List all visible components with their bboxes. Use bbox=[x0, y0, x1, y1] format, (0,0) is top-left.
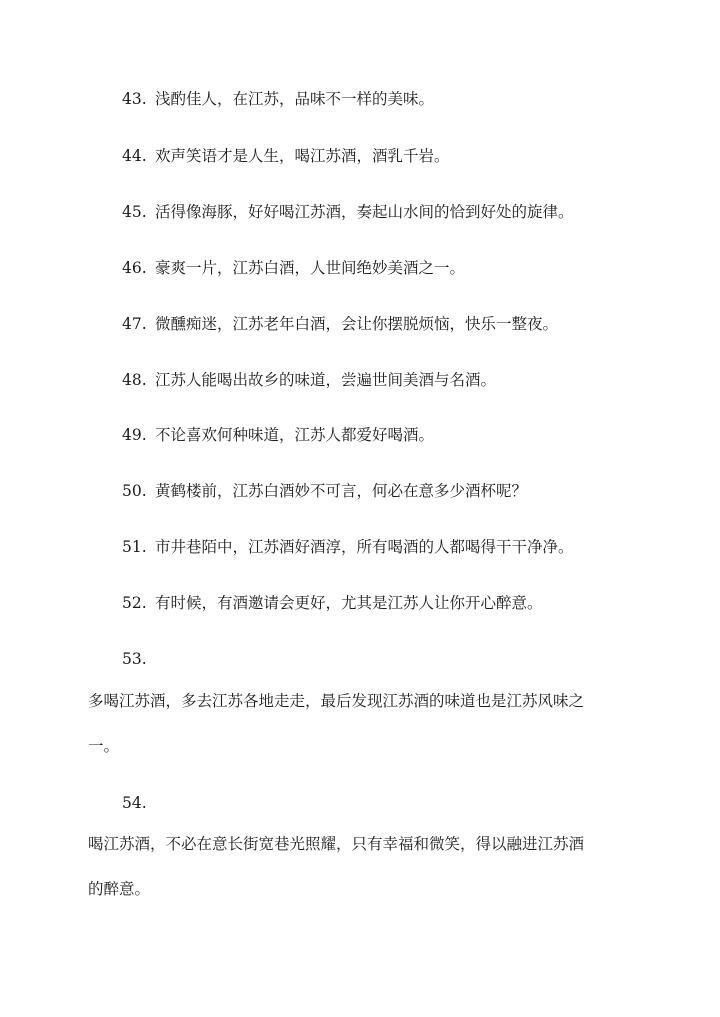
paragraph-53-line-1: 多喝江苏酒，多去江苏各地走走，最后发现江苏酒的味道也是江苏风味之 bbox=[88, 692, 585, 710]
paragraph-number-54: 54. bbox=[122, 794, 147, 812]
item-text: 不论喜欢何种味道，江苏人都爱好喝酒。 bbox=[155, 426, 435, 444]
list-item-51 bbox=[122, 536, 574, 558]
item-text: 市井巷陌中，江苏酒好酒淳，所有喝酒的人都喝得干干净净。 bbox=[155, 538, 574, 556]
list-item-48 bbox=[122, 369, 496, 391]
item-text: 豪爽一片，江苏白酒，人世间绝妙美酒之一。 bbox=[155, 259, 466, 277]
item-number: 43. bbox=[122, 90, 147, 108]
list-item-47 bbox=[122, 313, 558, 335]
item-number: 46. bbox=[122, 259, 147, 277]
item-number: 51. bbox=[122, 538, 147, 556]
item-number: 45. bbox=[122, 203, 147, 221]
paragraph-number-53: 53. bbox=[122, 650, 147, 668]
list-item-45 bbox=[122, 201, 574, 223]
item-text: 江苏人能喝出故乡的味道，尝遍世间美酒与名酒。 bbox=[155, 371, 497, 389]
paragraph-54-line-2: 的醉意。 bbox=[88, 880, 151, 898]
item-text: 有时候，有酒邀请会更好，尤其是江苏人让你开心醉意。 bbox=[155, 594, 543, 612]
paragraph-53-line-2: 一。 bbox=[88, 737, 120, 755]
item-text: 活得像海豚，好好喝江苏酒，奏起山水间的恰到好处的旋律。 bbox=[155, 203, 574, 221]
list-item-49 bbox=[122, 424, 434, 446]
list-item-50 bbox=[122, 480, 527, 502]
item-number: 49. bbox=[122, 426, 147, 444]
item-text: 浅酌佳人，在江苏，品味不一样的美味。 bbox=[155, 90, 435, 108]
item-number: 50. bbox=[122, 482, 147, 500]
list-item-46 bbox=[122, 257, 465, 279]
item-number: 48. bbox=[122, 371, 147, 389]
list-item-52 bbox=[122, 592, 543, 614]
paragraph-54-line-1: 喝江苏酒，不必在意长街宽巷光照耀，只有幸福和微笑，得以融进江苏酒 bbox=[88, 835, 585, 853]
item-number: 52. bbox=[122, 594, 147, 612]
list-item-44 bbox=[122, 145, 450, 167]
item-text: 黄鹤楼前，江苏白酒妙不可言，何必在意多少酒杯呢？ bbox=[155, 482, 528, 500]
item-number: 44. bbox=[122, 147, 147, 165]
list-item-43 bbox=[122, 88, 434, 110]
item-text: 欢声笑语才是人生，喝江苏酒，酒乳千岩。 bbox=[155, 147, 450, 165]
item-number: 47. bbox=[122, 315, 147, 333]
item-text: 微醺痴迷，江苏老年白酒，会让你摆脱烦恼，快乐一整夜。 bbox=[155, 315, 559, 333]
